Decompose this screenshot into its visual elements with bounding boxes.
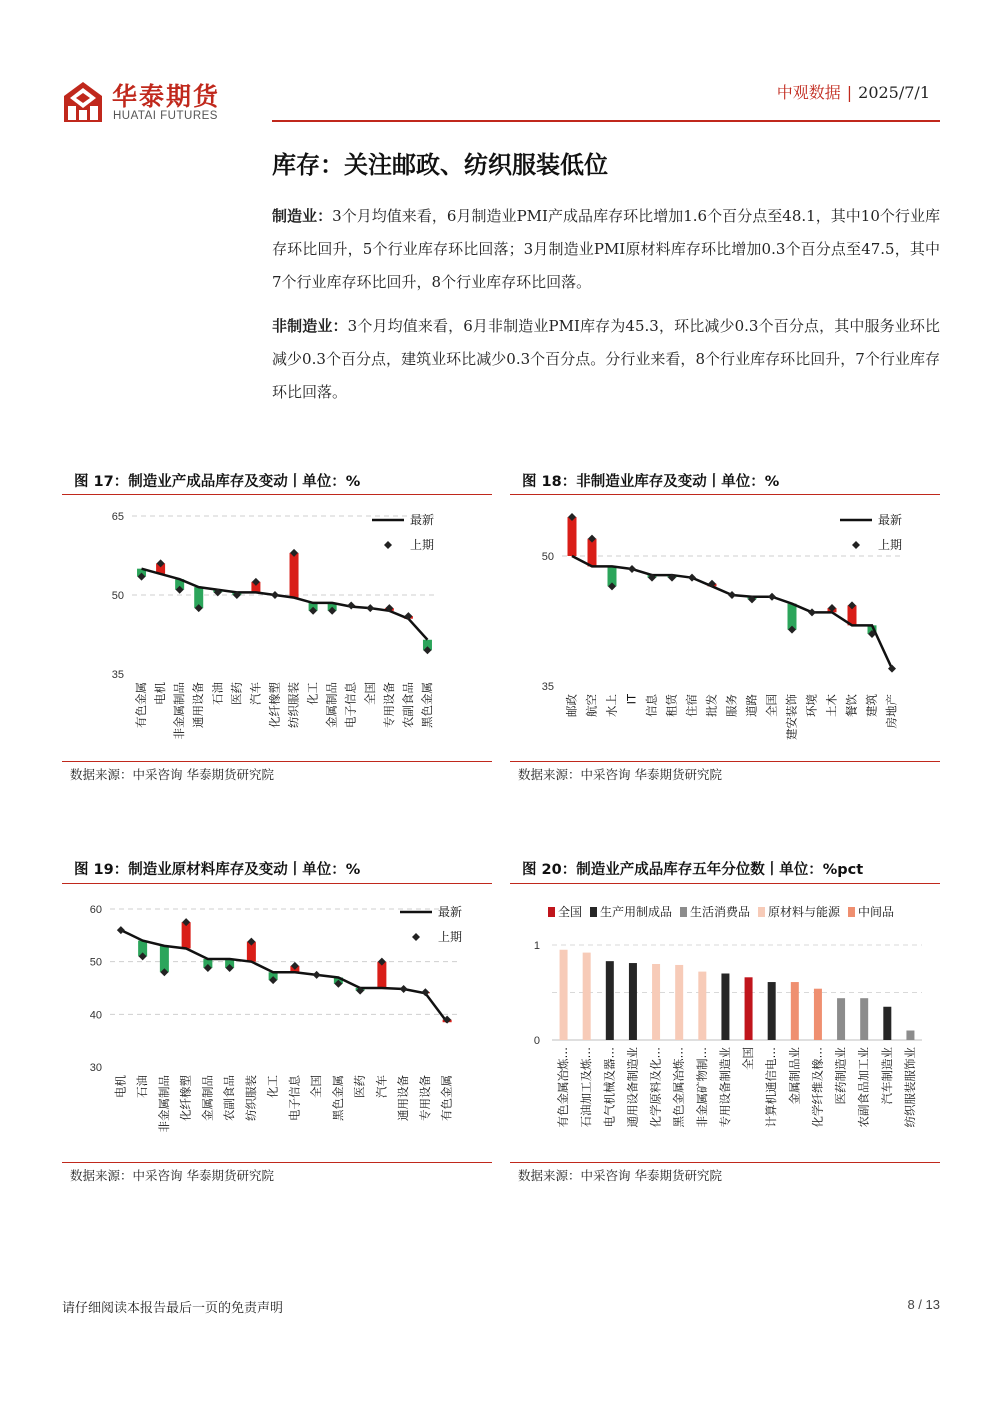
bar xyxy=(675,965,683,1040)
series-point-previous xyxy=(347,602,355,610)
y-tick-label: 35 xyxy=(541,681,554,693)
x-tick-label: 有色金属 xyxy=(439,1075,454,1121)
y-tick-label: 65 xyxy=(111,511,124,523)
figure-source: 数据来源：中采咨询 华泰期货研究院 xyxy=(518,767,722,782)
header-divider xyxy=(272,120,940,122)
x-tick-label: 黑色金属冶炼… xyxy=(671,1047,686,1128)
series-point-previous xyxy=(728,591,736,599)
x-tick-label: 全国 xyxy=(309,1075,324,1098)
bar xyxy=(652,964,660,1040)
bar xyxy=(768,982,776,1040)
x-tick-label: 汽车制造业 xyxy=(879,1047,894,1105)
x-tick-label: 计算机通信电… xyxy=(764,1047,779,1128)
x-tick-label: 石油加工及炼… xyxy=(579,1047,594,1128)
figure-title: 图 19：制造业原材料库存及变动丨单位：% xyxy=(74,862,361,878)
x-tick-label: 农副食品加工业 xyxy=(856,1047,871,1128)
legend-label: 中间品 xyxy=(858,905,895,919)
x-tick-label: 专用设备 xyxy=(417,1075,432,1121)
x-tick-label: 非金属制品 xyxy=(156,1075,171,1133)
legend-label-previous: 上期 xyxy=(410,538,435,552)
bar xyxy=(745,977,753,1040)
series-line-latest xyxy=(572,556,892,669)
brand-name-en: HUATAI FUTURES xyxy=(113,110,218,122)
legend-label: 生产用制成品 xyxy=(600,905,673,919)
x-tick-label: 化工 xyxy=(305,682,320,705)
x-tick-label: 纺织服装服饰业 xyxy=(902,1047,917,1128)
x-tick-label: 金属制品 xyxy=(200,1075,215,1121)
page-title: 库存：关注邮政、纺织服装低位 xyxy=(272,151,608,179)
figure-source: 数据来源：中采咨询 华泰期货研究院 xyxy=(70,1168,274,1183)
legend-label: 全国 xyxy=(558,905,583,919)
x-tick-label: 电机 xyxy=(113,1075,128,1098)
series-point-previous xyxy=(117,926,125,934)
non-manufacturing-paragraph xyxy=(272,310,940,409)
chart-fig19 xyxy=(62,885,492,1161)
x-tick-label: 汽车 xyxy=(248,682,263,705)
legend-marker-previous xyxy=(384,541,392,549)
figure-18 xyxy=(510,470,940,790)
x-tick-label: 邮政 xyxy=(564,694,579,717)
y-tick-label: 60 xyxy=(89,904,102,916)
x-tick-label: 化学纤维及橡… xyxy=(810,1047,825,1128)
bar xyxy=(583,953,591,1040)
legend-swatch xyxy=(590,907,597,917)
figure-top-rule xyxy=(510,494,940,495)
x-tick-label: 医药制造业 xyxy=(833,1047,848,1105)
x-tick-label: 医药 xyxy=(352,1075,367,1098)
x-tick-label: 非金属矿物制… xyxy=(694,1047,709,1128)
x-tick-label: 有色金属冶炼… xyxy=(556,1047,571,1128)
bar xyxy=(560,950,568,1040)
page-number: 8 / 13 xyxy=(907,1297,940,1312)
series-point-previous xyxy=(271,591,279,599)
x-tick-label: IT xyxy=(624,694,639,705)
legend-label-latest: 最新 xyxy=(410,513,435,527)
series-point-previous xyxy=(768,593,776,601)
legend-swatch xyxy=(848,907,855,917)
x-tick-label: 农副食品 xyxy=(222,1075,237,1121)
figure-top-rule xyxy=(62,883,492,884)
figure-title: 图 20：制造业产成品库存五年分位数丨单位：%pct xyxy=(522,862,864,878)
x-tick-label: 建安装饰 xyxy=(784,694,799,740)
huatai-logo-icon xyxy=(62,80,104,124)
change-bar xyxy=(568,517,577,556)
bar xyxy=(837,998,845,1040)
legend-label-latest: 最新 xyxy=(878,513,903,527)
x-tick-label: 金属制品 xyxy=(324,682,339,728)
bar xyxy=(698,972,706,1040)
manufacturing-body: 3个月均值来看，6月制造业PMI产成品库存环比增加1.6个百分点至48.1，其中10个行业库存环比回升，5个行业库存环比回落；3月制造业PMI原材料库存环比增加0.3个百分点至47.5，其中7个行业库存环比回升，8个行业库存环比回落。 xyxy=(272,207,940,291)
series-point-previous xyxy=(808,608,816,616)
x-tick-label: 电机 xyxy=(153,682,168,705)
legend-swatch xyxy=(758,907,765,917)
x-tick-label: 电气机械及器… xyxy=(602,1047,617,1128)
bar xyxy=(906,1031,914,1041)
x-tick-label: 汽车 xyxy=(374,1075,389,1098)
x-tick-label: 医药 xyxy=(229,682,244,705)
x-tick-label: 石油 xyxy=(210,682,225,705)
manufacturing-lead: 制造业： xyxy=(272,207,333,225)
y-tick-label: 50 xyxy=(111,590,124,602)
figure-title: 图 18：非制造业库存及变动丨单位：% xyxy=(522,474,780,490)
series-point-previous xyxy=(688,574,696,582)
x-tick-label: 全国 xyxy=(362,682,377,705)
change-bar xyxy=(290,553,299,598)
series-point-previous xyxy=(400,985,408,993)
x-tick-label: 化学原料及化… xyxy=(648,1047,663,1128)
figure-top-rule xyxy=(510,883,940,884)
figure-bottom-rule xyxy=(510,761,940,762)
x-tick-label: 全国 xyxy=(741,1047,756,1070)
figure-19 xyxy=(62,858,492,1188)
x-tick-label: 化纤橡塑 xyxy=(178,1075,193,1121)
bar xyxy=(629,963,637,1040)
y-tick-label: 50 xyxy=(541,551,554,563)
x-tick-label: 黑色金属 xyxy=(419,682,434,728)
x-tick-label: 金属制品业 xyxy=(787,1047,802,1105)
figure-bottom-rule xyxy=(62,1162,492,1163)
x-tick-label: 石油 xyxy=(135,1075,150,1098)
bar xyxy=(606,961,614,1040)
legend-swatch xyxy=(680,907,687,917)
report-meta: 中观数据 | 2025/7/1 xyxy=(776,83,930,102)
series-point-previous xyxy=(628,565,636,573)
x-tick-label: 通用设备 xyxy=(191,682,206,728)
bar xyxy=(814,989,822,1040)
brand-name-cn: 华泰期货 xyxy=(112,82,221,111)
legend-marker-previous xyxy=(412,933,420,941)
non-manufacturing-lead: 非制造业： xyxy=(272,317,348,335)
x-tick-label: 通用设备制造业 xyxy=(625,1047,640,1128)
series-point-previous xyxy=(366,604,374,612)
series-point-previous xyxy=(313,971,321,979)
figure-top-rule xyxy=(62,494,492,495)
legend-label: 生活消费品 xyxy=(690,905,751,919)
x-tick-label: 全国 xyxy=(764,694,779,717)
x-tick-label: 有色金属 xyxy=(134,682,149,728)
x-tick-label: 批发 xyxy=(704,694,719,717)
y-tick-label: 1 xyxy=(533,940,540,952)
figure-bottom-rule xyxy=(510,1162,940,1163)
figure-source: 数据来源：中采咨询 华泰期货研究院 xyxy=(70,767,274,782)
x-tick-label: 化纤橡塑 xyxy=(267,682,282,728)
non-manufacturing-body: 3个月均值来看，6月非制造业PMI库存为45.3，环比减少0.3个百分点，其中服务业环比减少0.3个百分点，建筑业环比减少0.3个百分点。分行业来看，8个行业库存环比回升，7个行业库存环比回落。 xyxy=(272,317,940,401)
legend-label: 原材料与能源 xyxy=(768,905,841,919)
report-date: 2025/7/1 xyxy=(858,83,930,102)
x-tick-label: 建筑 xyxy=(864,694,879,717)
x-tick-label: 专用设备 xyxy=(381,682,396,728)
report-section: 中观数据 xyxy=(776,83,841,102)
legend-marker-previous xyxy=(852,541,860,549)
x-tick-label: 环境 xyxy=(804,694,819,717)
legend-swatch xyxy=(548,907,555,917)
x-tick-label: 服务 xyxy=(724,694,739,717)
x-tick-label: 房地产 xyxy=(884,694,899,729)
x-tick-label: 航空 xyxy=(584,694,599,717)
x-tick-label: 纺织服装 xyxy=(286,682,301,728)
x-tick-label: 土木 xyxy=(824,694,839,717)
x-tick-label: 化工 xyxy=(265,1075,280,1098)
manufacturing-paragraph xyxy=(272,200,940,299)
y-tick-label: 0 xyxy=(533,1035,540,1047)
x-tick-label: 道路 xyxy=(744,694,759,717)
figure-17 xyxy=(62,470,492,790)
x-tick-label: 餐饮 xyxy=(844,694,859,717)
bar xyxy=(883,1007,891,1040)
legend-label-previous: 上期 xyxy=(878,538,903,552)
series-line-latest xyxy=(121,930,447,1022)
x-tick-label: 电子信息 xyxy=(343,682,358,728)
bar xyxy=(791,982,799,1040)
x-tick-label: 租赁 xyxy=(664,694,679,717)
x-tick-label: 电子信息 xyxy=(287,1075,302,1121)
x-tick-label: 水上 xyxy=(604,694,619,717)
disclaimer-note: 请仔细阅读本报告最后一页的免责声明 xyxy=(62,1301,284,1316)
legend-label-previous: 上期 xyxy=(438,930,463,944)
legend-label-latest: 最新 xyxy=(438,905,463,919)
figure-20 xyxy=(510,858,940,1188)
figure-source: 数据来源：中采咨询 华泰期货研究院 xyxy=(518,1168,722,1183)
figure-bottom-rule xyxy=(62,761,492,762)
x-tick-label: 纺织服装 xyxy=(243,1075,258,1121)
series-line-latest xyxy=(142,569,428,640)
x-tick-label: 通用设备 xyxy=(396,1075,411,1121)
change-bar xyxy=(588,539,597,567)
chart-fig17 xyxy=(62,496,492,760)
x-tick-label: 信息 xyxy=(644,694,659,717)
x-tick-label: 非金属制品 xyxy=(172,682,187,740)
y-tick-label: 35 xyxy=(111,669,124,681)
x-tick-label: 农副食品 xyxy=(400,682,415,728)
y-tick-label: 40 xyxy=(89,1009,102,1022)
chart-fig18 xyxy=(510,496,940,760)
figure-title: 图 17：制造业产成品库存及变动丨单位：% xyxy=(74,474,361,490)
bar xyxy=(860,998,868,1040)
x-tick-label: 住宿 xyxy=(684,694,699,717)
chart-fig20 xyxy=(510,885,940,1161)
bar xyxy=(721,974,729,1041)
y-tick-label: 30 xyxy=(89,1062,102,1074)
x-tick-label: 黑色金属 xyxy=(330,1075,345,1121)
series-point-previous xyxy=(888,665,896,673)
x-tick-label: 专用设备制造业 xyxy=(717,1047,732,1128)
y-tick-label: 50 xyxy=(89,956,102,969)
